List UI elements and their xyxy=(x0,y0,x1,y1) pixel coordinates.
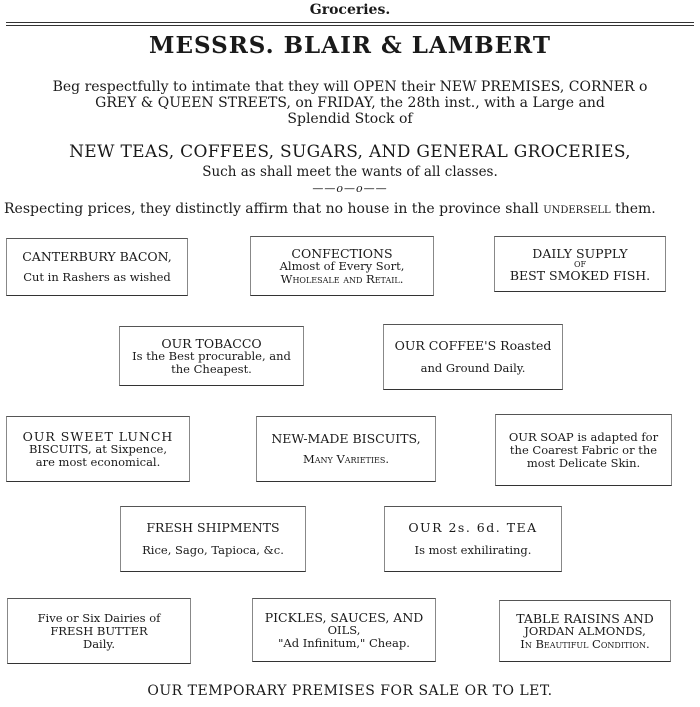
divider-top xyxy=(6,22,694,23)
intro-line-1: Beg respectfully to intimate that they will OPEN their NEW PREMISES, CORNER o xyxy=(52,79,648,95)
box-line: the Coarest Fabric or the xyxy=(509,442,658,457)
box-new-made-biscuits xyxy=(256,416,436,482)
intro-line-3: Splendid Stock of xyxy=(287,111,413,127)
box-smoked-fish xyxy=(494,236,666,292)
footer-notice: OUR TEMPORARY PREMISES FOR SALE OR TO LET. xyxy=(147,683,553,699)
box-line: OUR 2s. 6d. TEA xyxy=(408,520,538,535)
box-tobacco xyxy=(119,326,304,386)
box-line: Almost of Every Sort, xyxy=(279,258,405,273)
box-line: Rice, Sago, Tapioca, &c. xyxy=(142,543,284,557)
section-heading: Groceries. xyxy=(309,2,391,18)
prices-text-before: Respecting prices, they distinctly affirm that no house in the province shall xyxy=(4,201,544,217)
box-raisins-almonds xyxy=(499,600,671,662)
box-line: Cut in Rashers as wished xyxy=(23,270,171,284)
box-fresh-shipments xyxy=(120,506,306,572)
box-line: FRESH SHIPMENTS xyxy=(146,520,280,535)
box-line: Wholesale and Retail. xyxy=(280,271,404,286)
box-tea xyxy=(384,506,562,572)
ornament-rule: ——o—o—— xyxy=(312,182,388,195)
box-fresh-butter xyxy=(7,598,191,664)
box-line: In Beautiful Condition. xyxy=(520,636,650,651)
products-headline: NEW TEAS, COFFEES, SUGARS, AND GENERAL GROCERIES, xyxy=(69,142,631,162)
box-line: FRESH BUTTER xyxy=(50,623,148,638)
intro-paragraph xyxy=(0,79,700,127)
box-canterbury-bacon xyxy=(6,238,188,296)
box-pickles-sauces xyxy=(252,598,436,662)
intro-line-2: GREY & QUEEN STREETS, on FRIDAY, the 28th inst., with a Large and xyxy=(95,95,605,111)
box-line: OUR SWEET LUNCH xyxy=(22,428,174,444)
box-line: the Cheapest. xyxy=(171,361,252,376)
advert-title: MESSRS. BLAIR & LAMBERT xyxy=(148,32,551,59)
box-coffee xyxy=(383,324,563,390)
box-line: Many Varieties. xyxy=(302,452,390,466)
box-line: Is most exhilirating. xyxy=(414,543,532,557)
box-line: OF xyxy=(573,259,587,269)
divider-top-2 xyxy=(6,25,694,26)
box-line: BISCUITS, at Sixpence, xyxy=(28,441,167,456)
box-line: BEST SMOKED FISH. xyxy=(509,267,651,283)
box-line: Daily. xyxy=(82,636,116,651)
box-line: Is the Best procurable, and xyxy=(132,348,291,363)
box-line: most Delicate Skin. xyxy=(526,455,641,470)
box-line: CONFECTIONS xyxy=(291,245,393,261)
box-line: DAILY SUPPLY xyxy=(532,245,628,261)
box-line: OUR TOBACCO xyxy=(161,335,262,351)
box-line: and Ground Daily. xyxy=(420,361,526,375)
box-line: Five or Six Dairies of xyxy=(37,610,161,625)
box-confections xyxy=(250,236,434,296)
box-line: PICKLES, SAUCES, AND xyxy=(264,609,424,625)
box-line: OUR SOAP is adapted for xyxy=(508,429,659,444)
box-lunch-biscuits xyxy=(6,416,190,482)
box-line: are most economical. xyxy=(35,454,161,469)
box-line: NEW-MADE BISCUITS, xyxy=(271,431,421,446)
prices-statement xyxy=(4,201,700,217)
prices-text-after: them. xyxy=(610,201,656,217)
prices-keyword: undersell xyxy=(543,201,611,217)
tagline: Such as shall meet the wants of all classes. xyxy=(202,164,498,180)
box-line: JORDAN ALMONDS, xyxy=(524,623,646,638)
box-line: CANTERBURY BACON, xyxy=(22,249,172,264)
box-line: OUR COFFEE'S Roasted xyxy=(394,338,552,353)
box-line: TABLE RAISINS AND xyxy=(516,610,654,626)
box-soap xyxy=(495,414,672,486)
box-line: "Ad Infinitum," Cheap. xyxy=(278,635,410,650)
box-line: OILS, xyxy=(327,622,361,637)
